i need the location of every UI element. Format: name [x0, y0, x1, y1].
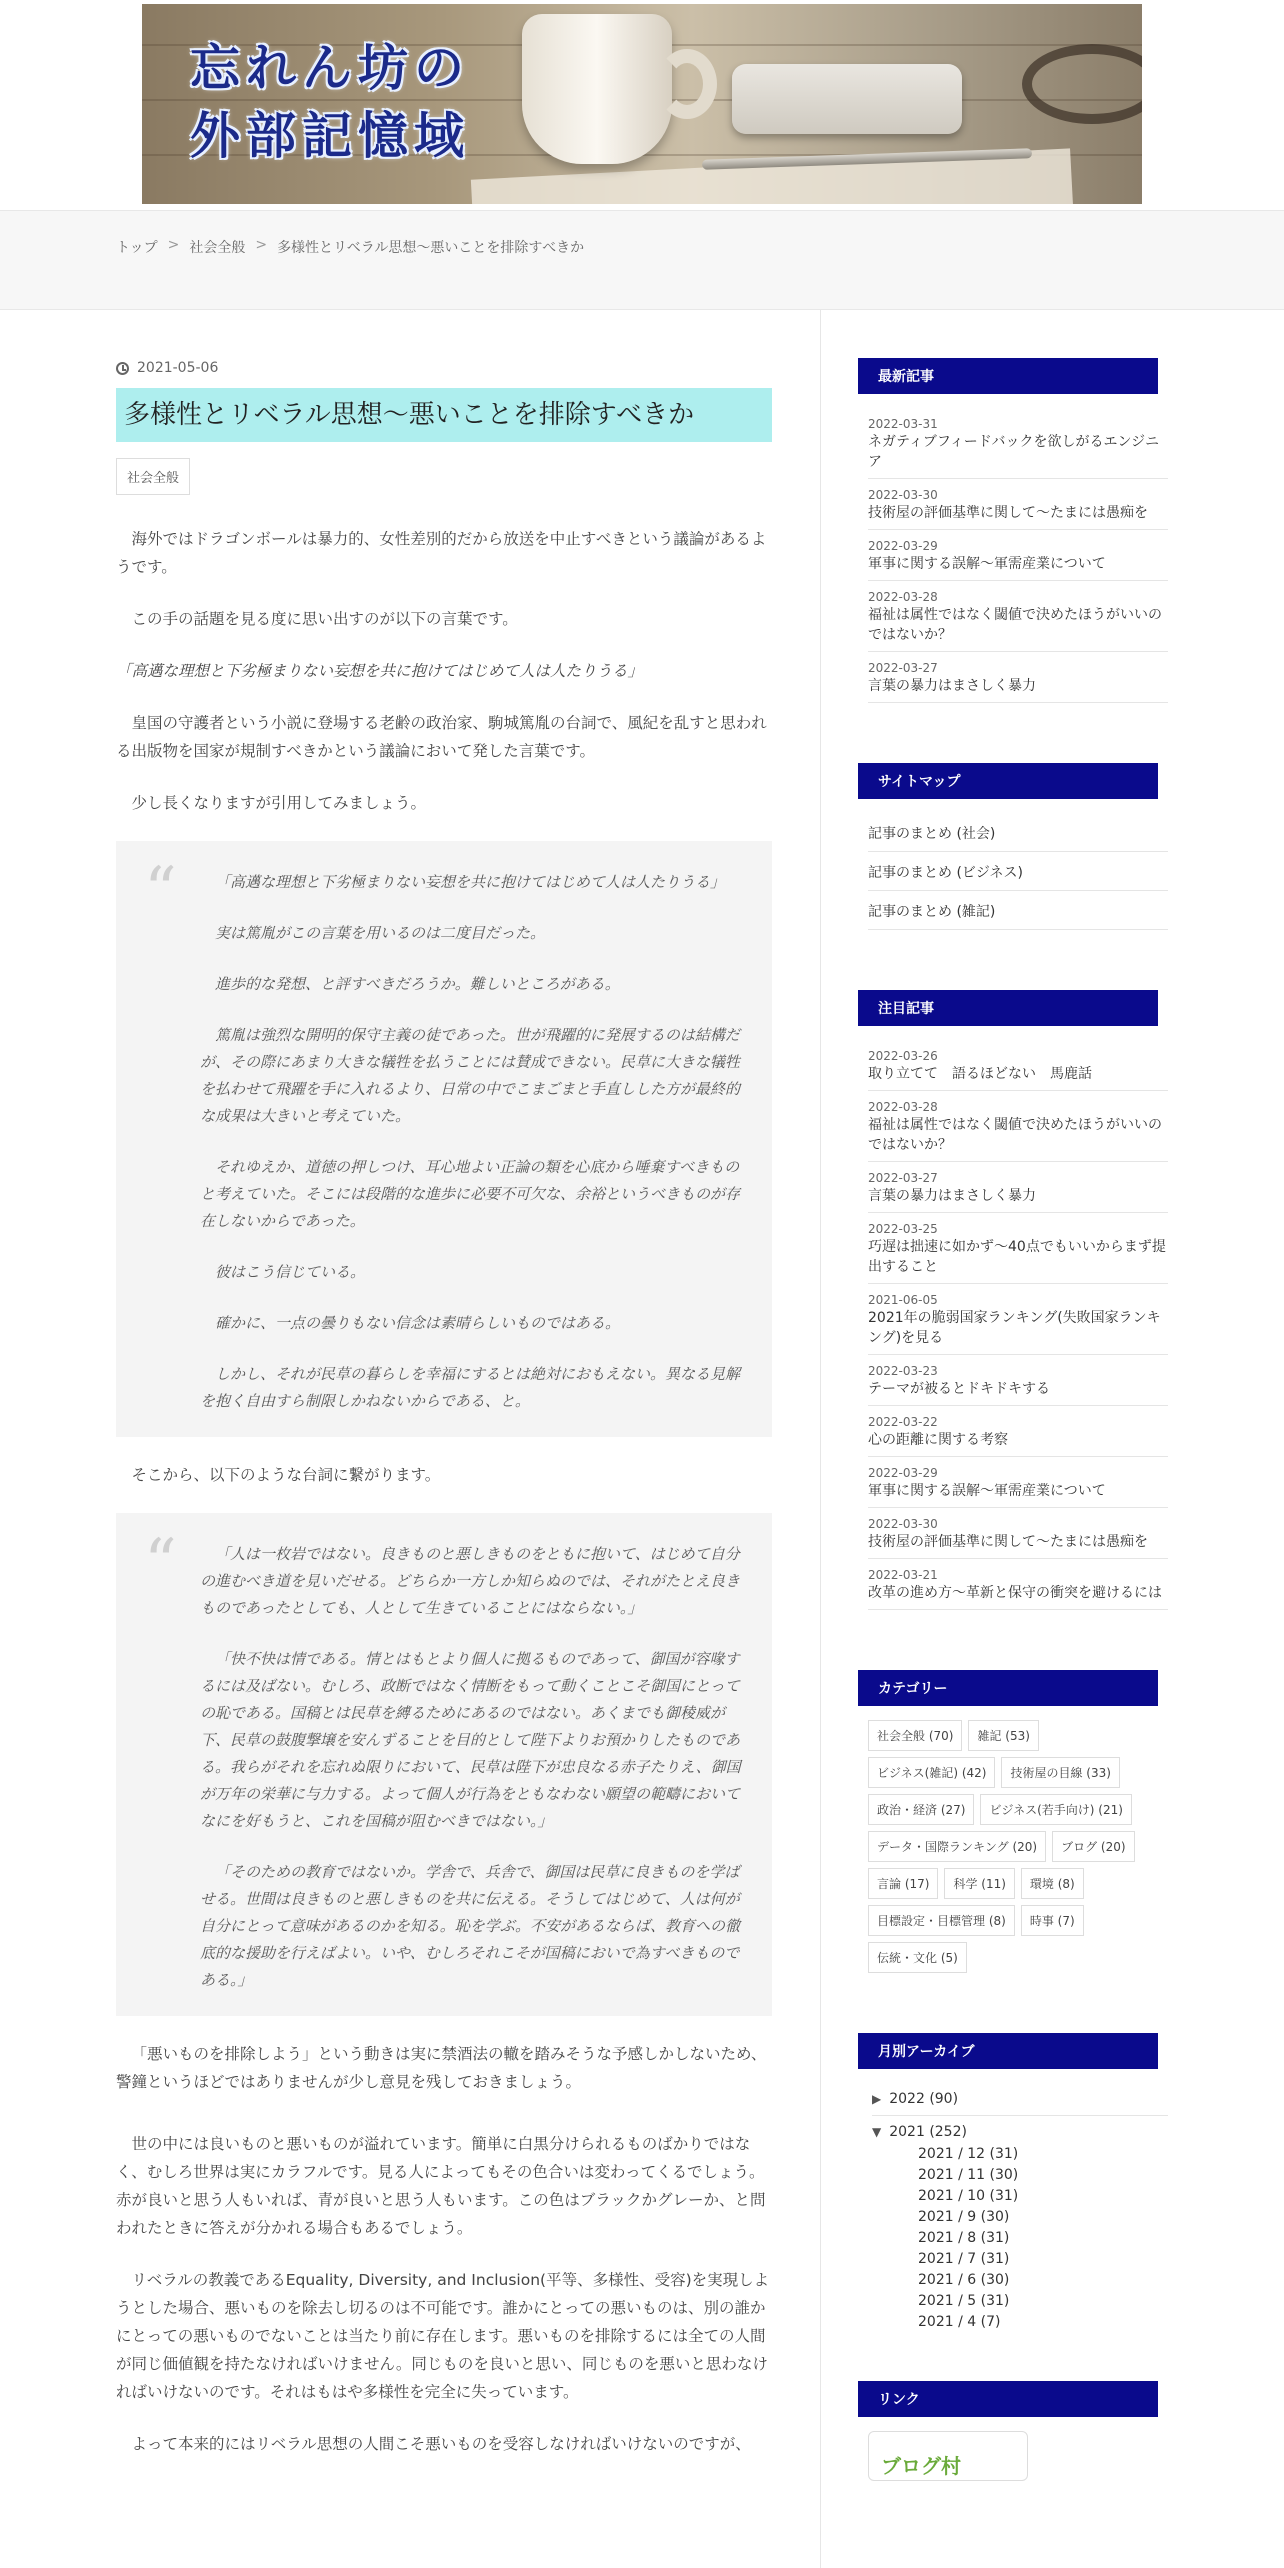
archive-month-link[interactable]: 2021 / 10 (31) [918, 2188, 1019, 2204]
post-paragraph: 少し長くなりますが引用してみましょう。 [131, 794, 427, 812]
widget-sitemap [858, 763, 1168, 930]
featured-post-link[interactable]: 心の距離に関する考察 [868, 1432, 1008, 1448]
breadcrumb-current: 多様性とリベラル思想～悪いことを排除すべきか [277, 240, 585, 256]
archive-month-link[interactable]: 2021 / 8 (31) [918, 2230, 1010, 2246]
featured-post-link[interactable]: 巧遅は拙速に如かず～40点でもいいからまず提出すること [868, 1239, 1166, 1275]
post-quote-line: 「高邁な理想と下劣極まりない妄想を共に抱けてはじめて人は人たりうる」 [116, 662, 644, 680]
recent-post-item[interactable] [868, 479, 1168, 530]
category-chip[interactable]: 言論 (17) [868, 1868, 938, 1899]
featured-post-item[interactable] [868, 1162, 1168, 1213]
widget-featured-posts [858, 990, 1168, 1610]
post-paragraph: 「悪いものを排除しよう」という動きは実に禁酒法の轍を踏みそうな予感しかしないため、警鐘というほどではありませんが少し意見を残しておきましょう。 [116, 2045, 767, 2091]
recent-post-link[interactable]: 技術屋の評価基準に関して～たまには愚痴を [868, 505, 1148, 521]
archive-month-list [872, 2140, 1168, 2333]
post-body [116, 525, 772, 2458]
featured-post-item[interactable] [868, 1213, 1168, 1284]
featured-post-link[interactable]: 言葉の暴力はまさしく暴力 [868, 1188, 1036, 1204]
archive-month-link[interactable]: 2021 / 5 (31) [918, 2293, 1010, 2309]
featured-post-item[interactable] [868, 1508, 1168, 1559]
featured-post-date: 2022-03-23 [868, 1364, 938, 1378]
banner-cup-handle [657, 49, 717, 119]
recent-post-link[interactable]: ネガティブフィードバックを欲しがるエンジニア [868, 434, 1160, 470]
archive-month-link[interactable]: 2021 / 9 (30) [918, 2209, 1010, 2225]
recent-post-item[interactable] [868, 652, 1168, 703]
header-banner[interactable] [142, 4, 1142, 204]
article [116, 360, 772, 2482]
blockquote-paragraph: 「高邁な理想と下劣極まりない妄想を共に抱けてはじめて人は人たりうる」 [215, 873, 726, 891]
featured-post-date: 2022-03-28 [868, 1100, 938, 1114]
featured-post-link[interactable]: 福祉は属性ではなく閾値で決めたほうがいいのではないか？ [868, 1117, 1162, 1153]
blockquote-paragraph: それゆえか、道徳の押しつけ、耳心地よい正論の類を心底から唾棄すべきものと考えていた。そこには段階的な進歩に必要不可欠な、余裕というべきものが存在しないからであった。 [200, 1158, 741, 1230]
site-title-line1: 忘れん坊の [190, 38, 470, 97]
post-paragraph: そこから、以下のような台詞に繋がります。 [131, 1466, 441, 1484]
site-title-line2: 外部記憶域 [190, 106, 470, 165]
category-chip[interactable]: 環境 (8) [1021, 1868, 1084, 1899]
featured-post-date: 2022-03-27 [868, 1171, 938, 1185]
featured-post-item[interactable] [868, 1559, 1168, 1610]
widget-heading: 注目記事 [858, 990, 1158, 1026]
featured-post-link[interactable]: 2021年の脆弱国家ランキング(失敗国家ランキング)を見る [868, 1310, 1161, 1346]
blockquote-paragraph: 「人は一枚岩ではない。良きものと悪しきものをともに抱いて、はじめて自分の進むべき道を見いだせる。どちらか一方しか知らぬのでは、それがたとえ良きものであったとしても、人として生きていることにはならない。」 [200, 1545, 741, 1617]
featured-post-date: 2022-03-22 [868, 1415, 938, 1429]
category-chip[interactable]: 科学 (11) [944, 1868, 1014, 1899]
sitemap-link[interactable]: 記事のまとめ (雑記) [868, 891, 1168, 930]
featured-post-item[interactable] [868, 1284, 1168, 1355]
featured-post-item[interactable] [868, 1355, 1168, 1406]
featured-post-date: 2022-03-29 [868, 1466, 938, 1480]
category-chip[interactable]: 技術屋の目線 (33) [1001, 1757, 1119, 1788]
banner-coffee-cup [522, 14, 672, 164]
featured-post-link[interactable]: 技術屋の評価基準に関して～たまには愚痴を [868, 1534, 1148, 1550]
post-date-text: 2021-05-06 [137, 360, 219, 376]
banner-glasses [1022, 44, 1142, 124]
featured-post-link[interactable]: テーマが被るとドキドキする [868, 1381, 1050, 1397]
category-chip[interactable]: 時事 (7) [1021, 1905, 1084, 1936]
breadcrumb [116, 237, 584, 257]
featured-post-link[interactable]: 取り立てて 語るほどない 馬鹿話 [868, 1066, 1092, 1082]
category-chip[interactable]: ブログ (20) [1052, 1831, 1134, 1862]
recent-post-date: 2022-03-31 [868, 417, 938, 431]
banner-smartphone [732, 64, 962, 134]
blockquote-paragraph: 実は篤胤がこの言葉を用いるのは二度目だった。 [215, 924, 546, 942]
category-chip[interactable]: 雑記 (53) [968, 1720, 1038, 1751]
archive-year-label[interactable]: 2022 (90) [889, 2091, 959, 2107]
featured-post-date: 2022-03-21 [868, 1568, 938, 1582]
archive-year-2021[interactable] [872, 2116, 1168, 2140]
widget-heading: 最新記事 [858, 358, 1158, 394]
post-paragraph: リベラルの教義であるEquality, Diversity, and Inclusion(平等、多様性、受容)を実現しようとした場合、悪いものを除去し切るのは不可能です。誰かにとっての悪いものは、別の誰かにとっての悪いものでないことは当たり前に存在します。悪いものを排除するには全ての人間が同じ価値観を持たなければいけません。同じものを良いと思い、同じものを悪いと思わなければいけないのです。それはもはや多様性を完全に失っています。 [116, 2271, 770, 2401]
breadcrumb-bar [0, 210, 1284, 310]
category-list [858, 1720, 1168, 1973]
featured-post-date: 2021-06-05 [868, 1293, 938, 1307]
blockquote-paragraph: 彼はこう信じている。 [215, 1263, 366, 1281]
post-paragraph: 世の中には良いものと悪いものが溢れています。簡単に白黒分けられるものばかりではなく、むしろ世界は実にカラフルです。見る人によってもその色合いは変わってくるでしょう。赤が良いと思う人もいれば、青が良いと思う人もいます。この色はブラックかグレーか、と問われたときに答えが分かれる場合もあるでしょう。 [116, 2135, 766, 2237]
blockquote [116, 1513, 772, 2016]
widget-categories [858, 1670, 1168, 1973]
spacer [116, 2120, 772, 2130]
blockquote [116, 841, 772, 1437]
featured-post-item[interactable] [868, 1040, 1168, 1091]
collapse-triangle-icon[interactable]: ▼ [872, 2125, 882, 2139]
recent-post-link[interactable]: 福祉は属性ではなく閾値で決めたほうがいいのではないか？ [868, 607, 1162, 643]
blockquote-paragraph: 「快不快は情である。情とはもとより個人に拠るものであって、御国が容喙するには及ばない。むしろ、政断ではなく情断をもって動くことこそ御国にとっての恥である。国稿とは民草を縛るためにあるのではない。あくまでも御稜威が下、民草の鼓腹撃壌を安んずることを目的として陛下よりお預かりしたものである。我らがそれを忘れぬ限りにおいて、民草は陛下が忠良なる赤子たりえ、御国が万年の栄華に与力する。よって個人が行為をともなわない願望の範疇においてなにを好もうと、これを国稿が阻むべきではない。」 [200, 1650, 741, 1830]
post-title: 多様性とリベラル思想～悪いことを排除すべきか [116, 388, 772, 442]
recent-post-item[interactable] [868, 581, 1168, 652]
column-divider [820, 310, 821, 2568]
post-paragraph: 海外ではドラゴンボールは暴力的、女性差別的だから放送を中止すべきという議論があるようです。 [116, 530, 767, 576]
breadcrumb-category[interactable]: 社会全般 [189, 240, 246, 256]
featured-post-item[interactable] [868, 1091, 1168, 1162]
featured-post-date: 2022-03-30 [868, 1517, 938, 1531]
recent-post-date: 2022-03-29 [868, 539, 938, 553]
sitemap-link[interactable]: 記事のまとめ (社会) [868, 813, 1168, 852]
blogmura-logo-text: ブログ村 [881, 2454, 961, 2478]
recent-post-date: 2022-03-27 [868, 661, 938, 675]
widget-heading: カテゴリー [858, 1670, 1158, 1706]
featured-post-item[interactable] [868, 1457, 1168, 1508]
post-paragraph: よって本来的にはリベラル思想の人間こそ悪いものを受容しなければいけないのですが、 [131, 2435, 751, 2453]
blockquote-paragraph: 確かに、一点の曇りもない信念は素晴らしいものではある。 [215, 1314, 621, 1332]
category-chip[interactable]: 社会全般 (70) [868, 1720, 962, 1751]
site-header [0, 0, 1284, 210]
archive-year-2022[interactable] [872, 2083, 1168, 2116]
widget-archive [858, 2033, 1168, 2333]
quote-mark-icon: “ [144, 1526, 177, 1600]
clock-icon [116, 362, 129, 375]
widget-recent-posts [858, 358, 1168, 703]
sidebar [858, 358, 1168, 2541]
category-chip[interactable]: ビジネス(雑記) (42) [868, 1757, 995, 1788]
blockquote-paragraph: 「そのための教育ではないか。学舎で、兵舎で、御国は民草に良きものを学ばせる。世間は良きものと悪しきものを共に伝える。そうしてはじめて、人は何が自分にとって意味があるのかを知る。恥を学ぶ。不安があるならば、教育への徹底的な援助を行えばよい。いや、むしろそれこそが国稿においで為すべきものである。」 [200, 1863, 741, 1989]
featured-post-date: 2022-03-26 [868, 1049, 938, 1063]
recent-post-link[interactable]: 軍事に関する誤解～軍需産業について [868, 556, 1106, 572]
sitemap-link[interactable]: 記事のまとめ (ビジネス) [868, 852, 1168, 891]
breadcrumb-separator: > [255, 237, 268, 253]
post-category-tag[interactable]: 社会全般 [116, 458, 190, 495]
archive-month-link[interactable]: 2021 / 4 (7) [918, 2314, 1001, 2330]
category-chip[interactable]: 伝統・文化 (5) [868, 1942, 967, 1973]
archive-month-link[interactable]: 2021 / 7 (31) [918, 2251, 1010, 2267]
archive-month-link[interactable]: 2021 / 12 (31) [918, 2146, 1019, 2162]
recent-post-link[interactable]: 言葉の暴力はまさしく暴力 [868, 678, 1036, 694]
quote-mark-icon: “ [144, 854, 177, 928]
category-chip[interactable]: 目標設定・目標管理 (8) [868, 1905, 1015, 1936]
blogmura-banner[interactable] [868, 2431, 1028, 2481]
post-paragraph: 皇国の守護者という小説に登場する老齢の政治家、駒城篤胤の台詞で、風紀を乱すと思われる出版物を国家が規制すべきかという議論において発した言葉です。 [116, 714, 767, 760]
recent-post-item[interactable] [868, 408, 1168, 479]
breadcrumb-top[interactable]: トップ [116, 240, 158, 256]
archive-list [858, 2083, 1168, 2333]
featured-post-item[interactable] [868, 1406, 1168, 1457]
category-chip[interactable]: ビジネス(若手向け) (21) [980, 1794, 1131, 1825]
site-title[interactable] [190, 34, 470, 170]
post-paragraph: この手の話題を見る度に思い出すのが以下の言葉です。 [131, 610, 518, 628]
blockquote-paragraph: 篤胤は強烈な開明的保守主義の徒であった。世が飛躍的に発展するのは結構だが、その際にあまり大きな犠牲を払うことには賛成できない。民草に大きな犠牲を払わせて飛躍を手に入れるより、日常の中でこまごまと手直しした方が最終的な成果は大きいと考えていた。 [200, 1026, 741, 1125]
recent-post-item[interactable] [868, 530, 1168, 581]
widget-heading: サイトマップ [858, 763, 1158, 799]
post-date [116, 360, 772, 376]
blockquote-paragraph: 進歩的な発想、と評すべきだろうか。難しいところがある。 [215, 975, 620, 993]
featured-post-link[interactable]: 改革の進め方〜革新と保守の衝突を避けるには [868, 1585, 1162, 1601]
breadcrumb-separator: > [167, 237, 180, 253]
archive-month-link[interactable]: 2021 / 6 (30) [918, 2272, 1010, 2288]
expand-triangle-icon[interactable]: ▶ [872, 2092, 882, 2106]
blockquote-paragraph: しかし、それが民草の暮らしを幸福にするとは絶対におもえない。異なる見解を抱く自由すら制限しかねないからである、と。 [200, 1365, 741, 1410]
archive-year-label[interactable]: 2021 (252) [889, 2124, 967, 2140]
widget-links [858, 2381, 1168, 2481]
archive-month-link[interactable]: 2021 / 11 (30) [918, 2167, 1019, 2183]
featured-post-link[interactable]: 軍事に関する誤解～軍需産業について [868, 1483, 1106, 1499]
category-chip[interactable]: データ・国際ランキング (20) [868, 1831, 1046, 1862]
widget-heading: リンク [858, 2381, 1158, 2417]
featured-post-date: 2022-03-25 [868, 1222, 938, 1236]
category-chip[interactable]: 政治・経済 (27) [868, 1794, 974, 1825]
recent-post-date: 2022-03-30 [868, 488, 938, 502]
recent-post-date: 2022-03-28 [868, 590, 938, 604]
widget-heading: 月別アーカイブ [858, 2033, 1158, 2069]
